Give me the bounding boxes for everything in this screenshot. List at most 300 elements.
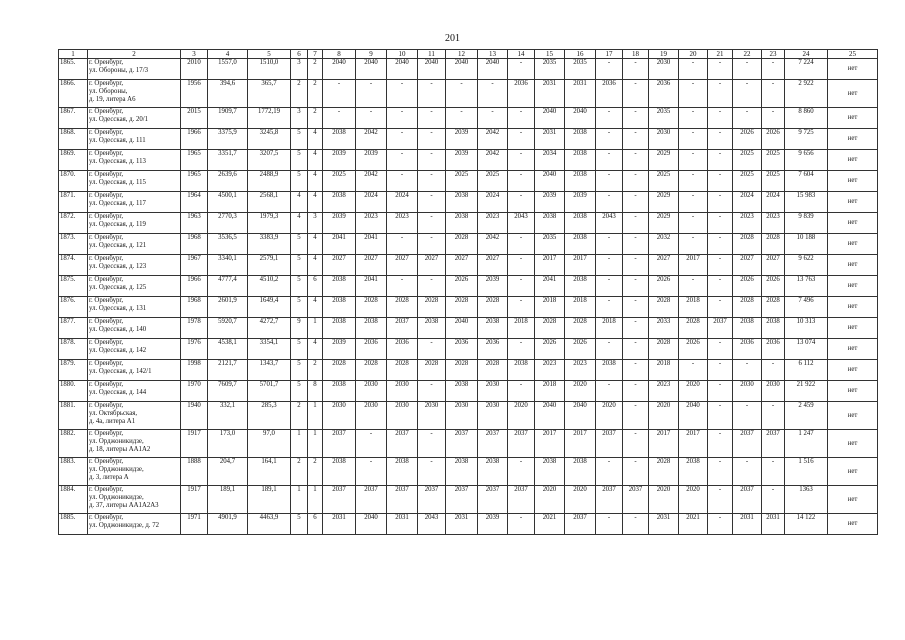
address-line: ул. Одесская, д. 123 [89, 263, 147, 270]
column-header: 3 [181, 50, 208, 59]
table-cell: 2 [291, 80, 308, 108]
table-cell: 1917 [181, 486, 208, 514]
address-line: ул. Одесская, д. 119 [89, 221, 146, 228]
table-cell: 2037 [387, 318, 418, 339]
table-cell: нет [828, 430, 878, 458]
table-cell: - [623, 59, 649, 80]
table-cell: - [623, 255, 649, 276]
address-line: г. Оренбург, [89, 514, 124, 521]
table-cell: 9 656 [785, 150, 828, 171]
table-cell: 2030 [478, 381, 508, 402]
table-cell: - [708, 108, 733, 129]
table-row [59, 486, 878, 514]
table-cell: 3340,1 [208, 255, 248, 276]
table-cell: 2018 [565, 297, 596, 318]
table-cell: 5 [291, 150, 308, 171]
table-cell: 2028 [649, 339, 679, 360]
table-cell: 5 [291, 381, 308, 402]
table-cell: 2031 [446, 514, 478, 535]
address-line: г. Оренбург, [89, 150, 124, 157]
table-cell: - [596, 59, 623, 80]
table-cell: 2033 [649, 318, 679, 339]
table-cell: - [446, 80, 478, 108]
table-cell: - [508, 381, 535, 402]
table-cell: - [708, 59, 733, 80]
table-cell: 2036 [478, 339, 508, 360]
row-number-cell: 1871. [59, 192, 88, 213]
address-line: г. Оренбург, [89, 360, 124, 367]
address-cell [88, 213, 181, 234]
table-cell: 2028 [356, 297, 387, 318]
address-line: д. 3, литера А [89, 474, 129, 481]
address-line: г. Оренбург, [89, 192, 124, 199]
table-cell: нет [828, 80, 878, 108]
table-cell: 2035 [565, 59, 596, 80]
table-cell: 2020 [649, 486, 679, 514]
table-cell: нет [828, 339, 878, 360]
table-row [59, 80, 878, 108]
table-cell: 1888 [181, 458, 208, 486]
table-cell: 2018 [508, 318, 535, 339]
table-cell: 3536,5 [208, 234, 248, 255]
table-cell: 2 [308, 59, 323, 80]
table-cell: 2027 [762, 255, 785, 276]
table-cell: 2023 [478, 213, 508, 234]
table-cell: 2034 [535, 150, 565, 171]
table-cell: - [418, 234, 446, 255]
table-cell: - [762, 458, 785, 486]
table-cell: - [733, 360, 762, 381]
address-line: г. Оренбург, [89, 213, 124, 220]
table-cell: 2036 [733, 339, 762, 360]
table-cell: - [508, 297, 535, 318]
table-cell: - [596, 297, 623, 318]
table-cell: 4 [308, 297, 323, 318]
table-cell: 2024 [356, 192, 387, 213]
table-cell: - [708, 339, 733, 360]
table-cell: - [623, 318, 649, 339]
table-cell: 2030 [733, 381, 762, 402]
address-line: ул. Одесская, д. 113 [89, 158, 146, 165]
table-cell: 1965 [181, 150, 208, 171]
table-cell: - [708, 430, 733, 458]
table-cell: 2036 [387, 339, 418, 360]
table-cell: 1971 [181, 514, 208, 535]
table-cell: - [596, 234, 623, 255]
table-cell: 2026 [565, 339, 596, 360]
table-cell: 2020 [565, 381, 596, 402]
table-cell: 2020 [679, 381, 708, 402]
row-number-cell: 1875. [59, 276, 88, 297]
table-cell: 2026 [762, 129, 785, 150]
table-cell: 2017 [565, 430, 596, 458]
table-cell: 2024 [387, 192, 418, 213]
table-cell: 2038 [446, 213, 478, 234]
table-cell: - [508, 339, 535, 360]
column-header: 25 [828, 50, 878, 59]
table-cell: 2040 [387, 59, 418, 80]
table-cell: 2037 [596, 486, 623, 514]
table-cell: - [623, 360, 649, 381]
address-line: г. Оренбург, [89, 255, 124, 262]
table-cell: 1 247 [785, 430, 828, 458]
table-cell: 2027 [733, 255, 762, 276]
table-cell: 1 516 [785, 458, 828, 486]
table-cell: - [623, 381, 649, 402]
table-cell: 5 [291, 514, 308, 535]
table-cell: 2040 [565, 108, 596, 129]
table-cell: 2039 [323, 213, 356, 234]
address-line: ул. Одесская, д. 111 [89, 137, 146, 144]
table-cell: нет [828, 486, 878, 514]
address-line: ул. Одесская, д. 142/1 [89, 368, 152, 375]
table-cell: - [508, 171, 535, 192]
column-header: 4 [208, 50, 248, 59]
table-cell: 2025 [733, 150, 762, 171]
table-cell: 2036 [596, 80, 623, 108]
table-cell: 1 [291, 430, 308, 458]
table-cell: - [762, 59, 785, 80]
table-cell: 2028 [762, 234, 785, 255]
table-row [59, 514, 878, 535]
table-cell: 2 [291, 458, 308, 486]
table-row [59, 192, 878, 213]
table-cell: 10 313 [785, 318, 828, 339]
table-cell: 2030 [649, 59, 679, 80]
table-cell: нет [828, 297, 878, 318]
table-row [59, 458, 878, 486]
table-cell: - [708, 360, 733, 381]
table-cell: 2030 [387, 381, 418, 402]
table-cell: - [679, 171, 708, 192]
table-cell: - [446, 108, 478, 129]
table-row [59, 59, 878, 80]
table-cell: - [596, 276, 623, 297]
table-cell: 2038 [762, 318, 785, 339]
address-cell [88, 192, 181, 213]
table-cell: - [508, 108, 535, 129]
table-cell: 2027 [446, 255, 478, 276]
address-line: д. 18, литеры АА1А2 [89, 446, 151, 453]
table-cell: 1968 [181, 297, 208, 318]
table-cell: 1978 [181, 318, 208, 339]
table-cell: 2031 [649, 514, 679, 535]
table-cell: 7609,7 [208, 381, 248, 402]
table-cell: 2038 [418, 318, 446, 339]
table-cell: 1966 [181, 276, 208, 297]
table-cell: 189,1 [208, 486, 248, 514]
page-number: 201 [445, 33, 460, 44]
table-cell: - [418, 276, 446, 297]
table-cell: 3375,9 [208, 129, 248, 150]
table-cell: 2043 [418, 514, 446, 535]
table-cell: 2037 [446, 430, 478, 458]
table-cell: 2026 [733, 129, 762, 150]
table-cell: - [708, 514, 733, 535]
table-cell: 2043 [508, 213, 535, 234]
row-number-cell: 1873. [59, 234, 88, 255]
table-cell: - [762, 486, 785, 514]
table-cell: - [623, 458, 649, 486]
table-cell: - [418, 458, 446, 486]
table-cell: 1998 [181, 360, 208, 381]
table-cell: 2039 [323, 339, 356, 360]
table-cell: 1 [308, 402, 323, 430]
table-cell: 2040 [418, 59, 446, 80]
table-cell: 2039 [356, 150, 387, 171]
table-cell: 2040 [535, 402, 565, 430]
table-cell: 13 763 [785, 276, 828, 297]
table-cell: - [596, 150, 623, 171]
table-cell: нет [828, 360, 878, 381]
table-cell: 4 [308, 255, 323, 276]
column-header: 1 [59, 50, 88, 59]
column-header: 10 [387, 50, 418, 59]
table-cell: - [356, 108, 387, 129]
table-cell: 2042 [478, 129, 508, 150]
data-table [58, 49, 878, 535]
address-line: ул. Орджоникидзе, [89, 494, 144, 501]
table-cell: 1956 [181, 80, 208, 108]
address-cell [88, 360, 181, 381]
table-cell: 2568,1 [248, 192, 291, 213]
address-cell [88, 80, 181, 108]
table-cell: 2030 [356, 381, 387, 402]
table-cell: 3245,8 [248, 129, 291, 150]
table-cell: 2038 [565, 458, 596, 486]
table-cell: 2040 [679, 402, 708, 430]
table-cell: 2025 [762, 171, 785, 192]
table-cell: 2020 [596, 402, 623, 430]
table-cell: - [596, 381, 623, 402]
table-cell: 2030 [356, 402, 387, 430]
table-cell: 5 [291, 360, 308, 381]
table-cell: - [679, 59, 708, 80]
table-cell: 2029 [649, 192, 679, 213]
table-cell: 2028 [387, 297, 418, 318]
table-cell: 2038 [323, 276, 356, 297]
table-cell: - [679, 108, 708, 129]
table-cell: 2025 [649, 171, 679, 192]
table-cell: 2018 [596, 318, 623, 339]
table-cell: - [708, 192, 733, 213]
address-line: ул. Орджоникидзе, д. 72 [89, 522, 159, 529]
table-cell: - [387, 80, 418, 108]
table-cell: 2023 [762, 213, 785, 234]
table-row [59, 129, 878, 150]
table-cell: - [508, 150, 535, 171]
table-cell: - [708, 381, 733, 402]
table-cell: 2028 [323, 360, 356, 381]
address-line: г. Оренбург, [89, 486, 124, 493]
table-cell: 2579,1 [248, 255, 291, 276]
table-cell: 5 [291, 339, 308, 360]
table-cell: 2028 [679, 318, 708, 339]
table-cell: 2 [308, 360, 323, 381]
address-cell [88, 276, 181, 297]
table-cell: нет [828, 171, 878, 192]
table-cell: 2025 [323, 171, 356, 192]
row-number-cell: 1883. [59, 458, 88, 486]
table-cell: 2038 [733, 318, 762, 339]
table-cell: 2038 [387, 458, 418, 486]
address-cell [88, 59, 181, 80]
table-cell: - [596, 129, 623, 150]
table-cell: 2 [291, 402, 308, 430]
table-cell: 5 [291, 171, 308, 192]
table-cell: 2041 [356, 234, 387, 255]
table-cell: - [623, 276, 649, 297]
row-number-cell: 1867. [59, 108, 88, 129]
table-cell: 2 [308, 458, 323, 486]
table-cell: 2035 [649, 108, 679, 129]
table-cell: 2024 [762, 192, 785, 213]
column-header: 13 [478, 50, 508, 59]
table-cell: 8 [308, 381, 323, 402]
table-cell: 2037 [478, 486, 508, 514]
table-cell: 2015 [181, 108, 208, 129]
table-cell: 2018 [535, 381, 565, 402]
address-line: ул. Одесская, д. 144 [89, 389, 147, 396]
table-cell: 2037 [508, 430, 535, 458]
table-cell: 3354,1 [248, 339, 291, 360]
table-cell: 2039 [565, 192, 596, 213]
table-cell: 2028 [733, 297, 762, 318]
column-header: 14 [508, 50, 535, 59]
table-cell: 1970 [181, 381, 208, 402]
table-cell: 2038 [508, 360, 535, 381]
table-cell: 1343,7 [248, 360, 291, 381]
table-cell: - [356, 458, 387, 486]
table-cell: 2040 [446, 318, 478, 339]
column-header: 24 [785, 50, 828, 59]
row-number-cell: 1868. [59, 129, 88, 150]
table-cell: - [762, 360, 785, 381]
table-cell: 2042 [356, 171, 387, 192]
table-cell: 1909,7 [208, 108, 248, 129]
table-cell: 2025 [478, 171, 508, 192]
table-cell: 2028 [565, 318, 596, 339]
table-cell: 2025 [733, 171, 762, 192]
table-cell: 2042 [356, 129, 387, 150]
table-cell: 2020 [535, 486, 565, 514]
table-cell: - [508, 255, 535, 276]
table-row [59, 171, 878, 192]
table-cell: 2038 [323, 129, 356, 150]
table-cell: 285,3 [248, 402, 291, 430]
table-cell: - [508, 514, 535, 535]
table-cell: 2030 [478, 402, 508, 430]
table-cell: 2041 [535, 276, 565, 297]
table-cell: - [708, 234, 733, 255]
table-cell: 2488,9 [248, 171, 291, 192]
table-cell: нет [828, 381, 878, 402]
table-cell: - [623, 129, 649, 150]
table-cell: - [708, 171, 733, 192]
table-cell: 5920,7 [208, 318, 248, 339]
table-row [59, 150, 878, 171]
table-cell: - [733, 108, 762, 129]
table-cell: 2040 [356, 514, 387, 535]
table-cell: 1940 [181, 402, 208, 430]
table-header-row [59, 50, 878, 59]
table-cell: 3 [291, 108, 308, 129]
address-cell [88, 402, 181, 430]
table-cell: 189,1 [248, 486, 291, 514]
table-cell: 2041 [323, 234, 356, 255]
column-header: 7 [308, 50, 323, 59]
table-cell: - [762, 108, 785, 129]
row-number-cell: 1876. [59, 297, 88, 318]
table-cell: 365,7 [248, 80, 291, 108]
table-cell: 2042 [478, 234, 508, 255]
table-cell: 394,6 [208, 80, 248, 108]
table-cell: - [418, 192, 446, 213]
table-cell: 3 [291, 59, 308, 80]
table-cell: 2026 [446, 276, 478, 297]
address-cell [88, 150, 181, 171]
column-header: 18 [623, 50, 649, 59]
table-cell: - [623, 192, 649, 213]
table-cell: 1 [291, 486, 308, 514]
table-cell: 9 839 [785, 213, 828, 234]
table-cell: 2028 [535, 318, 565, 339]
table-cell: 2023 [356, 213, 387, 234]
table-cell: 332,1 [208, 402, 248, 430]
table-cell: 2601,9 [208, 297, 248, 318]
table-cell: - [708, 255, 733, 276]
table-cell: 2036 [356, 339, 387, 360]
table-cell: 9 725 [785, 129, 828, 150]
table-cell: 21 922 [785, 381, 828, 402]
address-line: ул. Орджоникидзе, [89, 466, 144, 473]
column-header: 20 [679, 50, 708, 59]
table-cell: - [762, 80, 785, 108]
table-cell: нет [828, 402, 878, 430]
table-cell: 2038 [323, 458, 356, 486]
table-row [59, 234, 878, 255]
table-cell: - [508, 59, 535, 80]
address-line: г. Оренбург, [89, 59, 124, 66]
table-cell: - [762, 402, 785, 430]
table-cell: 2040 [323, 59, 356, 80]
table-row [59, 360, 878, 381]
table-cell: - [508, 192, 535, 213]
table-cell: 2028 [649, 458, 679, 486]
table-cell: - [418, 108, 446, 129]
table-cell: 2038 [446, 192, 478, 213]
table-cell: 2038 [565, 213, 596, 234]
table-cell: 5701,7 [248, 381, 291, 402]
table-cell: 5 [291, 255, 308, 276]
table-cell: 2017 [535, 255, 565, 276]
table-cell: 4510,2 [248, 276, 291, 297]
table-cell: - [508, 234, 535, 255]
column-header: 12 [446, 50, 478, 59]
table-cell: - [596, 171, 623, 192]
table-cell: нет [828, 150, 878, 171]
address-cell [88, 458, 181, 486]
address-cell [88, 486, 181, 514]
table-cell: - [679, 360, 708, 381]
address-line: г. Оренбург, [89, 297, 124, 304]
table-cell: 2017 [679, 255, 708, 276]
row-number-cell: 1884. [59, 486, 88, 514]
row-number-cell: 1879. [59, 360, 88, 381]
table-cell: - [733, 59, 762, 80]
table-cell: 9 622 [785, 255, 828, 276]
address-line: ул. Одесская, д. 131 [89, 305, 147, 312]
